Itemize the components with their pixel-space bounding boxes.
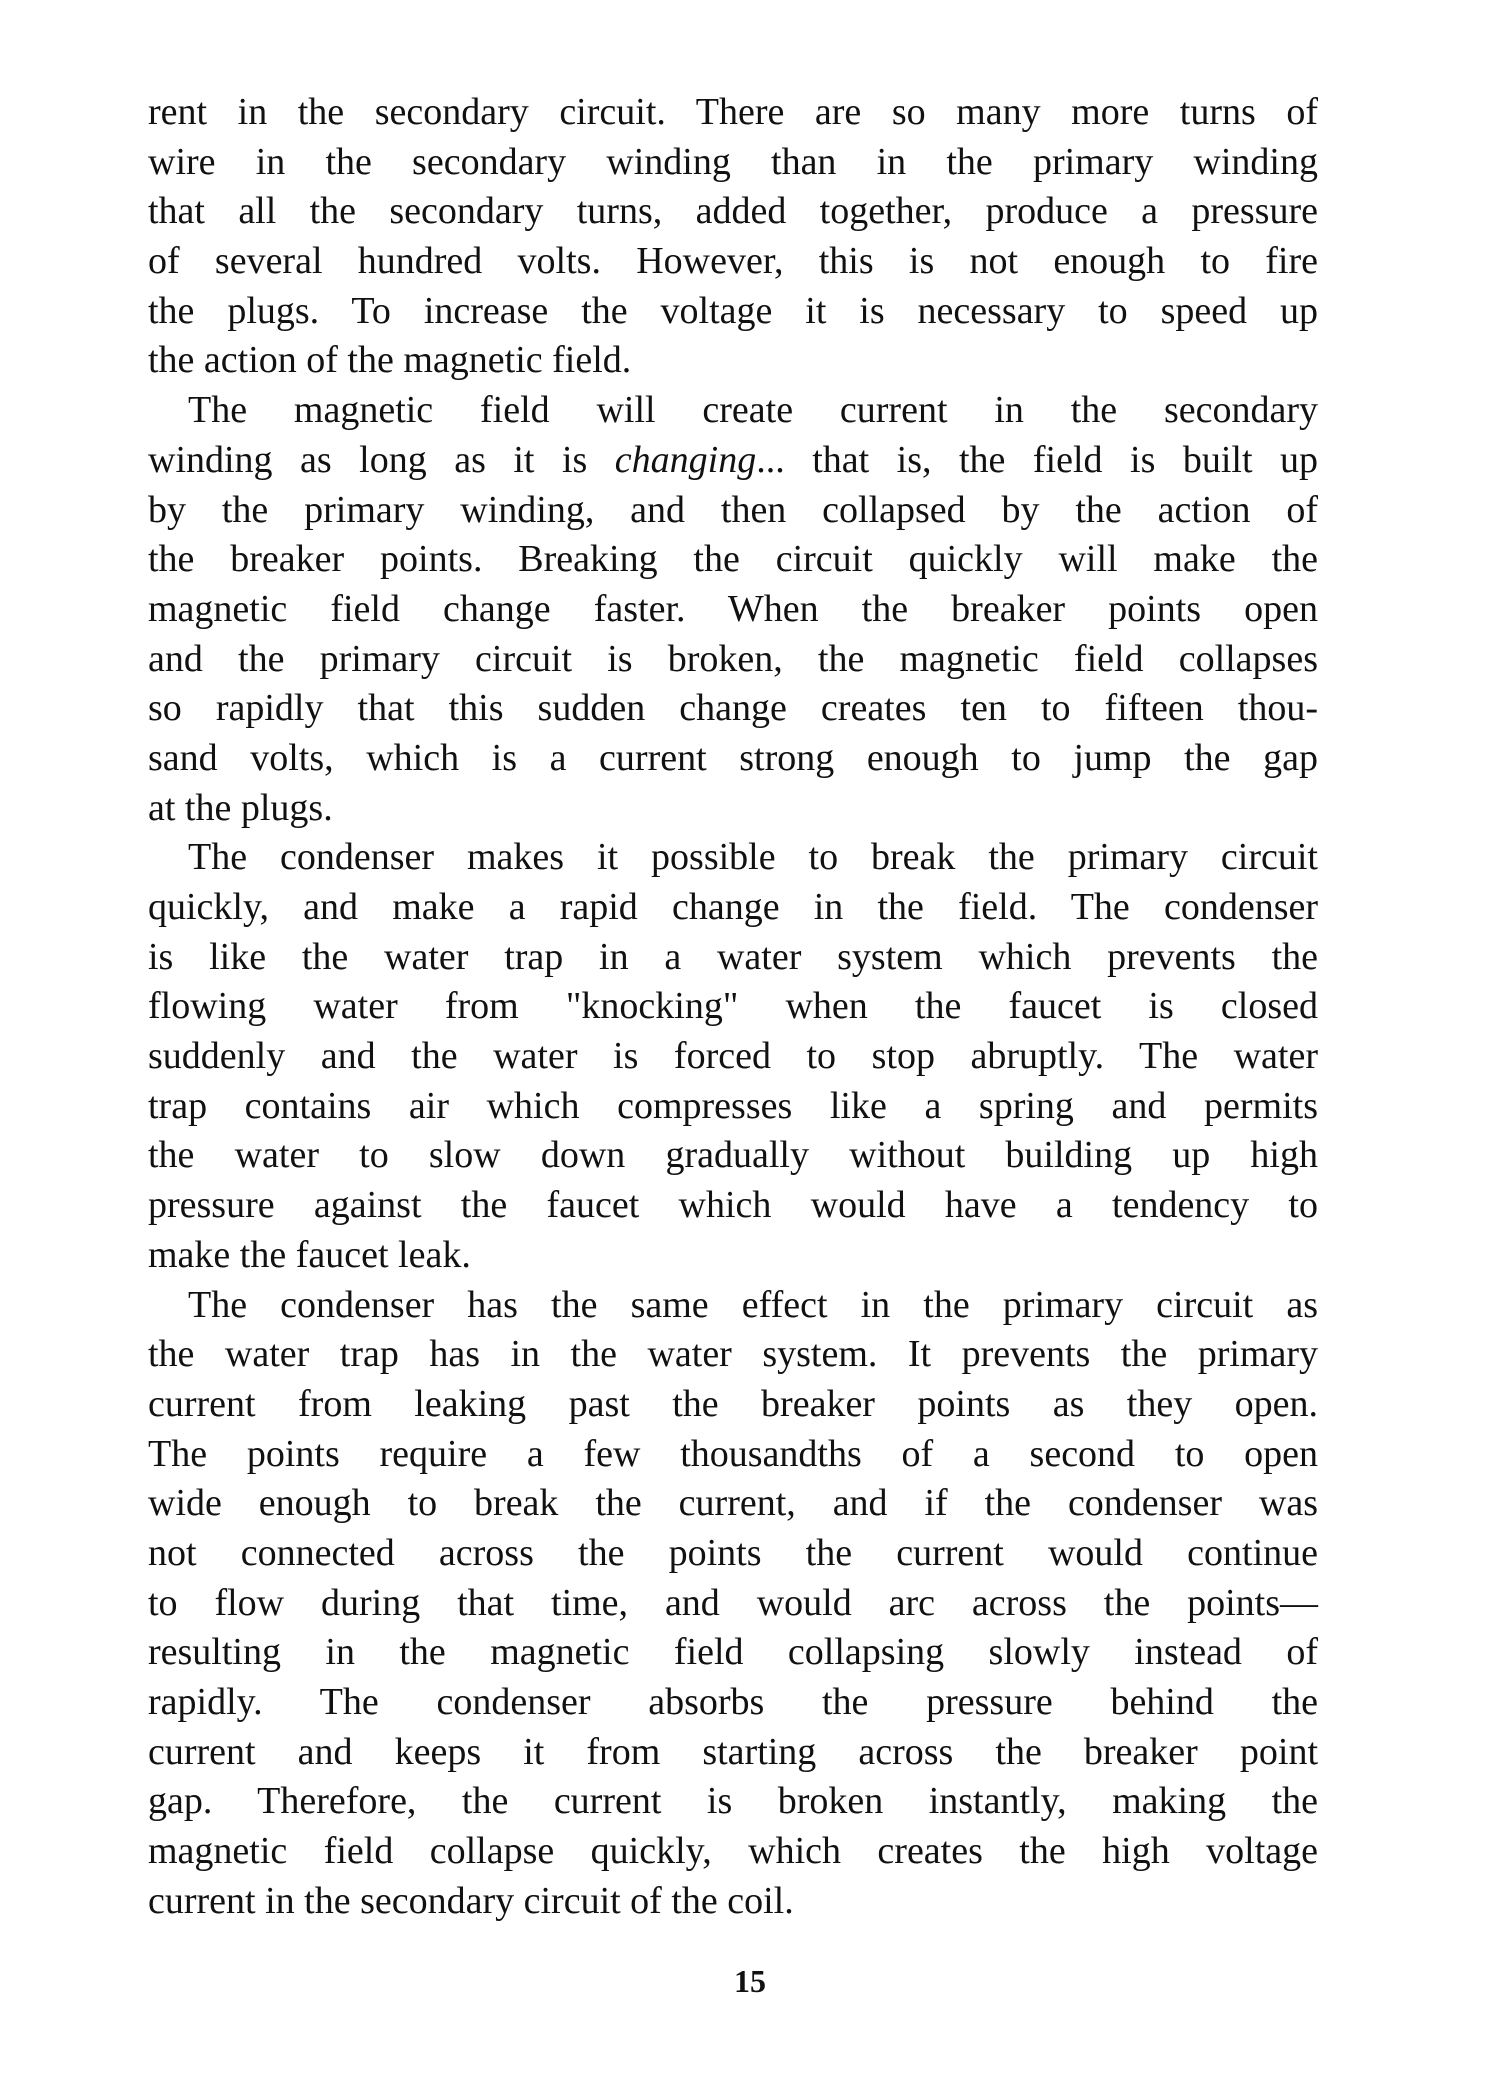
paragraph-4 bbox=[148, 1281, 1318, 1927]
text-line: at the plugs. bbox=[148, 786, 333, 829]
text-line: not connected across the points the current would continue bbox=[148, 1531, 1318, 1574]
text-line: resulting in the magnetic field collapsing slowly instead of bbox=[148, 1631, 1318, 1674]
text-line: quickly, and make a rapid change in the field. The condenser bbox=[148, 886, 1318, 928]
text-line: wide enough to break the current, and if the condenser was bbox=[148, 1482, 1318, 1525]
page-number: 15 bbox=[734, 1963, 766, 1999]
paragraph-1 bbox=[148, 88, 1318, 386]
text-line: rapidly. The condenser absorbs the pressure behind the bbox=[148, 1681, 1318, 1723]
text-line: the water to slow down gradually without building up high bbox=[148, 1134, 1318, 1177]
text-line: sand volts, which is a current strong enough to jump the gap bbox=[148, 736, 1318, 779]
text-line: the water trap has in the water system. It prevents the primary bbox=[148, 1333, 1318, 1376]
text-line: the action of the magnetic field. bbox=[148, 339, 632, 382]
text-line: the plugs. To increase the voltage it is necessary to speed up bbox=[148, 289, 1318, 332]
text-line: magnetic field collapse quickly, which creates the high voltage bbox=[148, 1830, 1318, 1873]
text-line: current and keeps it from starting across the breaker point bbox=[148, 1730, 1318, 1773]
text-segment: winding as long as it is bbox=[148, 438, 615, 481]
text-line: The condenser makes it possible to break the primary circuit bbox=[188, 836, 1318, 879]
text-line: trap contains air which compresses like a spring and permits bbox=[148, 1084, 1318, 1127]
text-line: so rapidly that this sudden change creates ten to fifteen thou- bbox=[148, 687, 1318, 730]
text-line: suddenly and the water is forced to stop abruptly. The water bbox=[148, 1035, 1318, 1078]
text-line: current in the secondary circuit of the coil. bbox=[148, 1879, 794, 1922]
text-line: The magnetic field will create current in the secondary bbox=[188, 389, 1318, 432]
text-line: pressure against the faucet which would have a tendency to bbox=[148, 1184, 1318, 1227]
text-line: make the faucet leak. bbox=[148, 1233, 471, 1276]
text-line: rent in the secondary circuit. There are so many more turns of bbox=[148, 91, 1318, 133]
text-line: to flow during that time, and would arc across the points— bbox=[148, 1581, 1318, 1624]
text-line: flowing water from "knocking" when the faucet is closed bbox=[148, 985, 1318, 1028]
text-line: of several hundred volts. However, this is not enough to fire bbox=[148, 240, 1318, 283]
text-line: magnetic field change faster. When the breaker points open bbox=[148, 587, 1318, 630]
text-line: by the primary winding, and then collapsed by the action of bbox=[148, 488, 1318, 531]
text-line: and the primary circuit is broken, the magnetic field collapses bbox=[148, 637, 1318, 680]
text-line: the breaker points. Breaking the circuit quickly will make the bbox=[148, 538, 1318, 581]
text-line: wire in the secondary winding than in the primary winding bbox=[148, 140, 1318, 183]
text-line: gap. Therefore, the current is broken instantly, making the bbox=[148, 1780, 1318, 1823]
text-segment: ... that is, the field is built up bbox=[756, 438, 1318, 481]
text-line: is like the water trap in a water system which prevents the bbox=[148, 935, 1318, 978]
paragraph-2 bbox=[148, 386, 1318, 833]
text-line bbox=[148, 436, 1318, 486]
emphasized-word: changing bbox=[614, 438, 757, 481]
text-line: current from leaking past the breaker points as they open. bbox=[148, 1382, 1318, 1425]
page-body bbox=[148, 88, 1318, 1926]
text-line: The points require a few thousandths of a second to open bbox=[148, 1432, 1318, 1475]
text-line: The condenser has the same effect in the primary circuit as bbox=[188, 1283, 1318, 1326]
paragraph-3 bbox=[148, 833, 1318, 1280]
text-line: that all the secondary turns, added together, produce a pressure bbox=[148, 190, 1318, 233]
